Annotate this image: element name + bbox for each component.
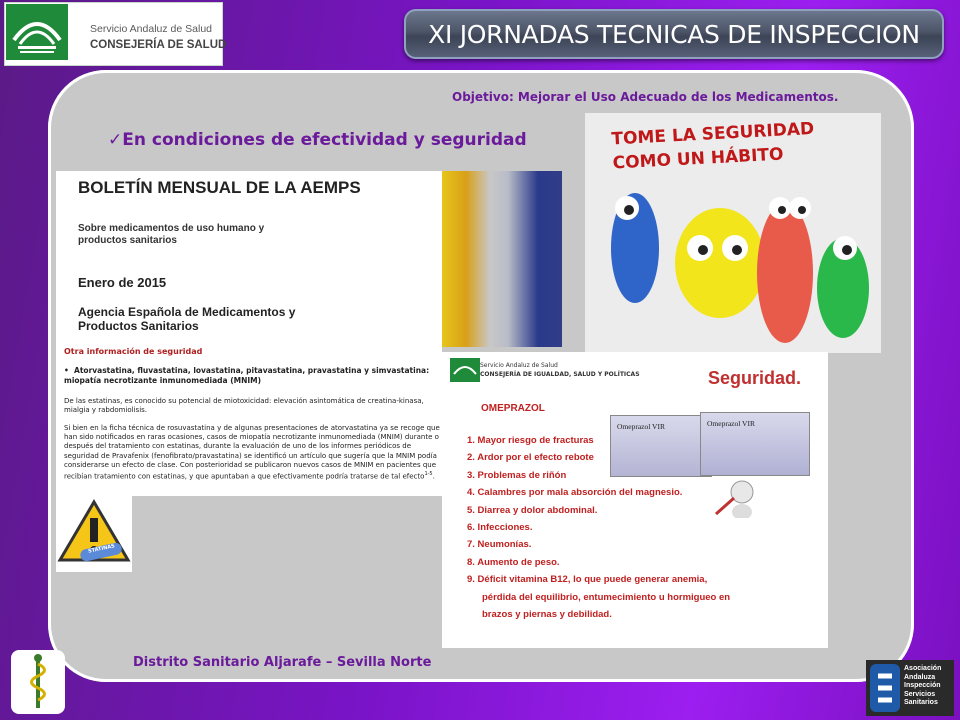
warning-triangle-icon [56,496,132,572]
list-item: 3. Problemas de riñón [467,469,567,481]
bulletin-subtitle: Sobre medicamentos de uso humano y productos sanitarios [78,223,265,246]
subtitle-text: En condiciones de efectividad y seguridad [122,130,527,150]
bullet-text: Atorvastatina, fluvastatina, lovastatina, pitavastatina, pravastatina y simvastatina: miopatía necrotizante inmunomediada (MNIM) [64,366,430,385]
statins-label: STATINAS [87,543,116,555]
list-item: 1. Mayor riesgo de fracturas [467,435,594,446]
association-logo [866,660,954,716]
list-item: 5. Diarrea y dolor abdominal. [467,504,598,516]
slide-header-ministry: CONSEJERÍA DE IGUALDAD, SALUD Y POLÍTICAS [480,371,640,378]
bulletin-title: BOLETÍN MENSUAL DE LA AEMPS [78,178,361,197]
association-emblem-icon [868,662,902,714]
caduceus-logo-icon [11,650,65,714]
association-word: Servicios [904,690,936,698]
bulletin-bullet [64,366,440,385]
bulletin-section-heading: Otra información de seguridad [64,347,203,356]
association-word: Inspección [904,682,941,689]
footer-district: Distrito Sanitario Aljarafe – Sevilla Norte [133,655,432,670]
list-item: 7. Neumonías. [467,539,532,551]
list-item: brazos y piernas y debilidad. [482,608,612,620]
slide-title: XI JORNADAS TECNICAS DE INSPECCION [428,19,920,49]
list-item: pérdida del equilibrio, entumecimiento u hormigueo en [482,591,731,603]
bulletin-agency: Agencia Española de Medicamentos y Productos Sanitarios [78,305,296,333]
warning-sign-image [56,496,132,572]
safety-title: Seguridad. [708,368,802,388]
list-item: 4. Calambres por mala absorción del magnesio. [467,487,683,499]
bulletin-date: Enero de 2015 [78,275,167,290]
checkmark-icon: ✓ [108,130,123,150]
section-subtitle [108,130,527,150]
association-word: Andaluza [904,673,936,681]
title-banner [404,9,944,59]
association-name [904,665,941,708]
slide-header-service: Servicio Andaluz de Salud [480,362,558,369]
logo-service-name: Servicio Andaluz de Salud [90,23,212,35]
side-effects-list [467,432,767,623]
bulletin-paragraph-text: Si bien en la ficha técnica de rosuvastatina y de algunas presentaciones de atorvastatina ya se recoge que han sido notificados en raras ocasiones, casos de miopatía necrotizante inmunomediada (MNIM) durante o después del tratamiento con estatinas, durante la evaluación de uno de los informes periódicos de seguridad de Pravafenix (fenofibrato/pravastatina) se identificó un artículo que sugería que la MNIM podía considerarse un efecto de clase. Con posterioridad se publicaron nuevos casos de MNIM en pacientes que recibían tratamiento con estatinas, y que apuntaban a que efectivamente podría tratarse de tal efecto [64,424,440,481]
flags-photo [442,171,562,347]
logo-ministry-name: CONSEJERÍA DE SALUD [90,39,227,51]
association-word: Asociación [904,665,942,672]
cartoon-caption-line: TOME LA SEGURIDAD [610,118,815,150]
bullet-icon: • [64,366,75,375]
bulletin-paragraph: De las estatinas, es conocido su potencial de miotoxicidad: elevación asintomática de creatina-kinasa, mialgia y rabdomiolisis. [64,397,424,414]
bulletin-paragraph: Si bien en la ficha técnica de rosuvastatina y de algunas presentaciones de atorvastatina ya se recoge que han sido notificados en raras ocasiones, casos de miopatía necrotizante inmunomediada (MNIM) durante o después del tratamiento con estatinas, durante la evaluación de uno de los informes periódicos de seguridad de Pravafenix (fenofibrato/pravastatina) se identificó un artículo que sugería que la MNIM podía considerarse un efecto de clase. Con posterioridad se publicaron nuevos casos de MNIM en pacientes que recibían tratamiento con estatinas, y que apuntaban a que efectivamente podría tratarse de tal efecto$^{1-5}$. [64,424,440,481]
junta-andalucia-logo-icon [6,4,68,60]
list-item: 2. Ardor por el efecto rebote [467,452,594,464]
junta-andalucia-logo-icon [450,358,480,382]
objective-text: Objetivo: Mejorar el Uso Adecuado de los Medicamentos. [452,90,839,104]
list-item: 9. Déficit vitamina B12, lo que puede generar anemia, [467,574,708,586]
drug-box-label: Omeprazol VIR [707,419,755,428]
list-item: 6. Infecciones. [467,521,533,533]
drug-box-label: Omeprazol VIR [617,422,665,431]
cartoon-caption-line: COMO UN HÁBITO [612,144,784,174]
association-word: Sanitarios [904,699,938,706]
drug-name: OMEPRAZOL [481,403,545,414]
list-item: 8. Aumento de peso. [467,556,560,568]
